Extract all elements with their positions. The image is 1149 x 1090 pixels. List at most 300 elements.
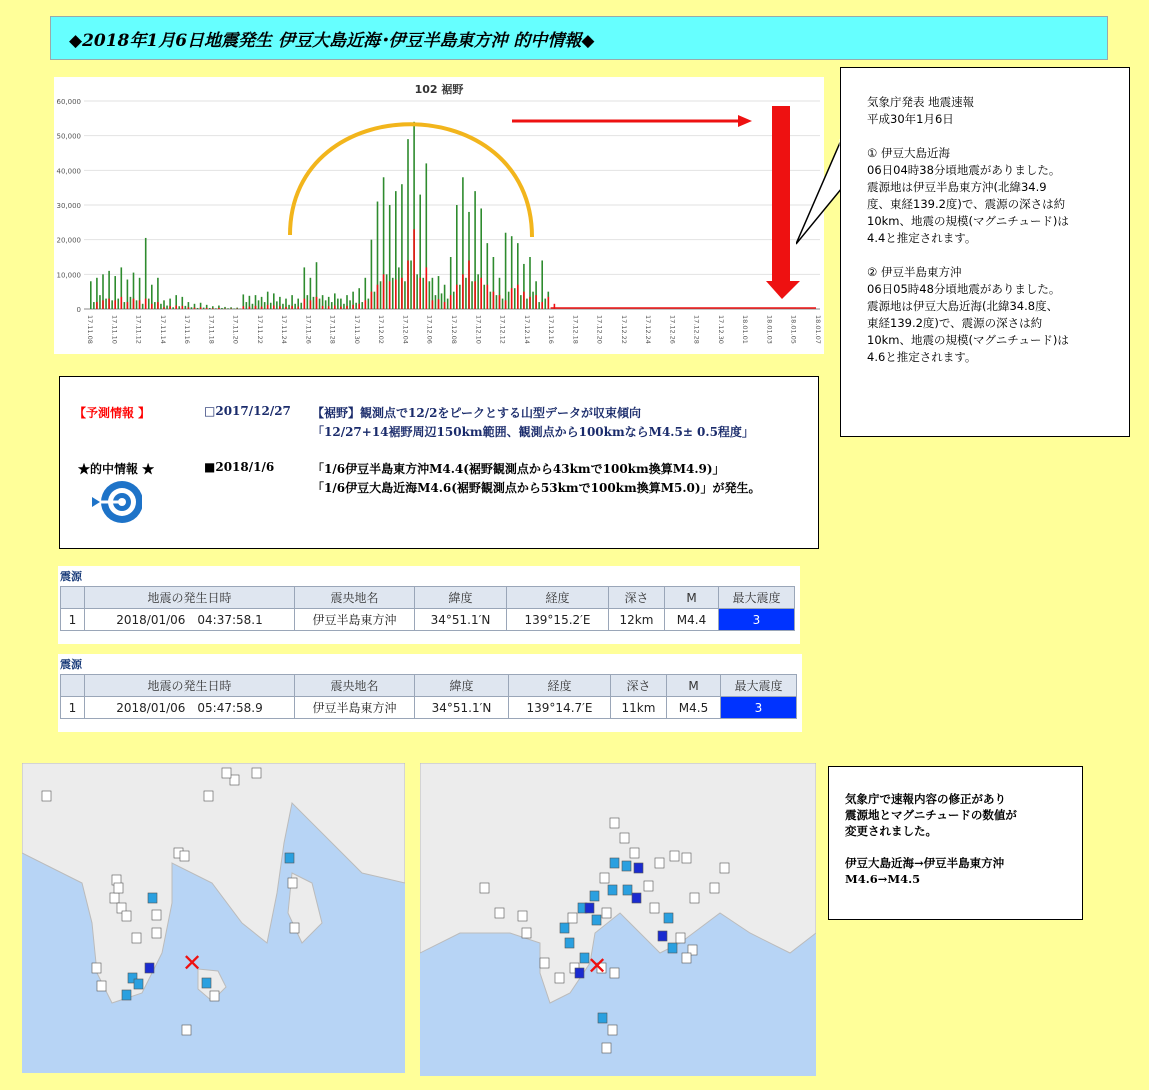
cell-datetime: 2018/01/06 04:37:58.1 [85,609,295,631]
station-marker [602,1043,611,1053]
col-header-depth: 深さ [611,675,667,697]
bar-green [410,260,412,309]
x-tick-label: 17.11.18 [207,315,216,344]
hit-line-1: 「1/6伊豆半島東方沖M4.4(裾野観測点から43kmで100km換算M4.9)」 [312,462,725,476]
bar-red [157,302,159,309]
station-marker [620,833,629,843]
bar-green [337,299,339,309]
bar-red [377,285,379,309]
bar-green [154,302,156,309]
station-marker [132,933,141,943]
bar-green [435,295,437,309]
bar-red [243,306,245,309]
y-tick-label: 20,000 [56,236,81,245]
station-marker [560,923,569,933]
bar-green [227,308,229,309]
bar-red [541,302,543,309]
bar-green [392,278,394,309]
station-marker [623,885,632,895]
bar-red [487,285,489,309]
bar-green [90,281,92,309]
x-tick-label: 18.01.07 [814,315,822,344]
cell-longitude: 139°14.7′E [509,697,611,719]
x-tick-label: 17.12.18 [571,315,580,344]
map-1-graphic [22,763,405,1073]
quake-table [60,586,795,631]
bar-green [368,299,370,309]
bar-green [233,308,235,309]
x-tick-label: 17.12.28 [692,315,701,344]
bar-green [544,299,546,309]
callout-line: 気象庁発表 地震速報 [867,95,975,109]
bar-red [401,278,403,309]
y-tick-label: 10,000 [56,271,81,280]
bar-green [520,295,522,309]
station-marker [114,883,123,893]
station-marker [522,928,531,938]
station-marker [592,915,601,925]
x-tick-label: 17.12.20 [595,315,604,344]
station-marker [658,931,667,941]
bar-red [206,308,208,309]
bar-red [334,306,336,309]
epicenter-marker: ✕ [587,952,608,980]
station-marker [710,883,719,893]
bar-green [502,299,504,309]
bar-green [145,238,147,309]
station-marker [134,979,143,989]
callout-line: 平成30年1月6日 [867,112,954,126]
station-marker [182,1025,191,1035]
bar-red [358,304,360,309]
table-row [61,609,795,631]
station-marker [92,963,101,973]
bar-red [133,299,135,309]
bar-green [453,292,455,309]
hit-label: ★的中情報 ★ [78,462,155,476]
bar-red [462,274,464,309]
bar-green [264,302,266,309]
col-header-intensity: 最大震度 [721,675,797,697]
bar-green [221,308,223,309]
forecast-line-1: 【裾野】観測点で12/2をピークとする山型データが収束傾向 [312,406,641,420]
station-marker [180,851,189,861]
station-marker [230,775,239,785]
bar-red [151,304,153,309]
cell-latitude: 34°51.1′N [415,697,509,719]
station-marker [634,863,643,873]
bar-green [191,307,193,309]
station-marker [682,953,691,963]
quake-table-1 [58,566,800,644]
bar-red [285,307,287,309]
station-marker [608,1025,617,1035]
col-header-datetime: 地震の発生日時 [85,587,295,609]
col-header-location: 震央地名 [295,587,415,609]
bar-green [477,274,479,309]
bar-red [297,307,299,309]
bar-red [273,306,275,309]
cell-depth: 11km [611,697,667,719]
station-marker [610,858,619,868]
correction-note [828,766,1083,920]
bar-green [447,299,449,309]
x-tick-label: 17.12.16 [547,315,556,344]
station-marker [204,791,213,801]
x-tick-label: 18.01.05 [789,315,798,344]
bar-red [304,299,306,309]
bar-red [218,308,220,309]
bar-green [538,302,540,309]
bar-red [182,306,184,309]
x-tick-label: 17.11.16 [183,315,192,344]
station-marker [540,958,549,968]
quake-table-2 [58,654,802,732]
callout-line [867,128,1119,145]
bar-red [96,302,98,309]
hit-date: ■2018/1/6 [204,460,275,474]
row-number: 1 [61,609,85,631]
x-tick-label: 17.11.26 [304,315,313,344]
bar-red [474,281,476,309]
bar-green [148,299,150,309]
cell-latitude: 34°51.1′N [415,609,507,631]
cell-intensity: 3 [721,697,797,719]
station-marker [222,768,231,778]
callout-line: ② 伊豆半島東方沖 [867,265,962,279]
col-header-magnitude: M [665,587,719,609]
callout-line: ① 伊豆大島近海 [867,146,950,160]
bar-red [499,295,501,309]
page-title: ◆2018年1月6日地震発生 伊豆大島近海･伊豆半島東方沖 的中情報◆ [50,16,1108,60]
y-tick-label: 30,000 [56,202,81,210]
station-marker [565,938,574,948]
bar-green [325,300,327,309]
bar-red [383,274,385,309]
forecast-line-2: 「12/27+14裾野周辺150km範囲、観測点から100kmならM4.5± 0.5程度」 [312,425,754,439]
bar-green [416,274,418,309]
cell-location: 伊豆半島東方沖 [295,609,415,631]
bar-green [532,292,534,309]
bar-green [178,306,180,309]
note-line: 変更されました。 [845,824,937,838]
bar-green [142,304,144,309]
x-tick-label: 17.12.04 [401,315,410,344]
bar-green [343,304,345,309]
bar-red [212,308,214,309]
station-marker [480,883,489,893]
bar-green [166,306,168,309]
x-tick-label: 17.12.08 [450,315,458,344]
bar-red [267,305,269,309]
x-tick-label: 17.11.28 [328,315,337,344]
intensity-map-2 [420,763,816,1076]
bar-green [258,300,260,309]
bar-green [130,297,132,309]
chart-panel [54,77,824,354]
y-tick-label: 0 [76,306,81,314]
bar-green [307,295,309,309]
station-marker [210,991,219,1001]
bar-red [108,299,110,309]
callout-line: 10km、地震の規模(マグニチュード)は [867,333,1069,347]
bar-red [310,300,312,309]
callout-line: 06日05時48分頃地震がありました。 [867,282,1061,296]
bar-green [355,303,357,309]
station-marker [608,885,617,895]
cell-location: 伊豆半島東方沖 [295,697,415,719]
bar-red [548,297,550,309]
bar-green [252,304,254,309]
bar-red [328,306,330,309]
station-marker [122,911,131,921]
arrow-down-annotation [772,106,790,282]
forecast-label: 【予測情報 】 [74,406,151,420]
x-tick-label: 17.12.26 [668,315,677,344]
bar-green [508,292,510,309]
bar-chart [54,77,824,354]
station-marker [568,913,577,923]
bar-green [361,302,363,309]
bar-red [102,300,104,309]
x-tick-label: 17.11.22 [255,315,264,344]
note-line: 気象庁で速報内容の修正があり [845,792,1006,806]
bar-red [529,297,531,309]
x-tick-label: 17.11.30 [352,315,361,344]
station-marker [664,913,673,923]
bar-green [185,306,187,309]
station-marker [602,908,611,918]
bar-green [331,302,333,309]
forecast-panel [59,376,819,549]
table-row [61,697,797,719]
station-marker [148,893,157,903]
station-marker [650,903,659,913]
bar-green [93,302,95,309]
bar-red [139,300,141,309]
row-number: 1 [61,697,85,719]
bar-red [352,305,354,309]
x-tick-label: 17.12.10 [474,315,483,344]
station-marker [644,881,653,891]
arrow-down-head [766,281,800,299]
col-header-latitude: 緯度 [415,587,507,609]
bar-green [505,233,507,309]
station-marker [600,873,609,883]
bar-red [505,300,507,309]
station-marker [610,968,619,978]
bar-green [380,281,382,309]
bar-red [371,292,373,309]
station-marker [655,858,664,868]
bar-green [490,292,492,309]
x-tick-label: 17.12.24 [644,315,653,344]
bar-red [175,306,177,309]
x-tick-label: 17.12.12 [498,315,507,344]
bar-red [480,278,482,309]
bar-red [316,297,318,309]
bar-red [407,260,409,309]
station-marker [145,963,154,973]
x-tick-label: 17.11.12 [134,315,143,344]
bar-red [194,308,196,309]
bar-green [246,302,248,309]
bar-green [422,278,424,309]
bar-green [215,308,217,309]
col-header [61,587,85,609]
bar-green [288,305,290,309]
x-tick-label: 17.12.22 [619,315,628,344]
station-marker [622,861,631,871]
bar-red [419,278,421,309]
forecast-date: □2017/12/27 [204,404,291,418]
station-marker [676,933,685,943]
epicenter-marker: ✕ [182,949,203,977]
x-tick-label: 17.11.10 [110,315,119,344]
col-header-longitude: 経度 [509,675,611,697]
bar-red [365,300,367,309]
peak-arc-annotation [290,124,532,237]
y-tick-label: 40,000 [56,167,81,176]
bar-red [340,307,342,309]
station-marker [122,990,131,1000]
bar-red [438,299,440,309]
callout-line: 度、東経139.2度)で、震源の深さは約 [867,197,1066,211]
col-header-latitude: 緯度 [415,675,509,697]
station-marker [288,878,297,888]
bar-red [249,307,251,309]
bar-green [441,293,443,309]
col-header-datetime: 地震の発生日時 [85,675,295,697]
x-tick-label: 17.12.06 [425,315,434,344]
bar-red [444,302,446,309]
bar-green [398,267,400,309]
quake-section-label: 震源 [60,658,82,671]
bar-green [349,300,351,309]
col-header-intensity: 最大震度 [719,587,795,609]
bar-green [111,300,113,309]
bar-red [346,306,348,309]
bar-red [145,299,147,309]
bar-green [160,304,162,309]
cell-magnitude: M4.4 [665,609,719,631]
callout-line: 4.6と推定されます。 [867,350,977,364]
quake-section-label: 震源 [60,570,82,583]
bar-green [313,297,315,309]
station-marker [42,791,51,801]
bar-green [471,281,473,309]
cell-datetime: 2018/01/06 05:47:58.9 [85,697,295,719]
bar-red [535,295,537,309]
bar-green [270,303,272,309]
col-header-depth: 深さ [609,587,665,609]
x-tick-label: 18.01.01 [741,315,750,344]
bar-green [99,295,101,309]
x-tick-label: 18.01.03 [765,315,774,344]
callout-line: 06日04時38分頃地震がありました。 [867,163,1061,177]
bar-red [468,260,470,309]
callout-line [867,247,1119,264]
bar-red [432,300,434,309]
station-marker [152,910,161,920]
bar-red [511,288,513,309]
x-tick-label: 17.12.14 [522,315,531,344]
earthquake-report-callout [840,67,1130,437]
station-marker [555,973,564,983]
col-header-longitude: 経度 [507,587,609,609]
bar-red [261,307,263,309]
bar-red [200,307,202,309]
bar-red [169,306,171,309]
note-line: 伊豆大島近海→伊豆半島東方沖 [845,856,1005,870]
callout-line: 10km、地震の規模(マグニチュード)は [867,214,1069,228]
bar-green [429,281,431,309]
bar-red [114,300,116,309]
bar-red [322,306,324,309]
bar-green [203,308,205,309]
bar-green [172,307,174,309]
bar-red [523,292,525,309]
bar-red [456,285,458,309]
station-marker [495,908,504,918]
station-marker [585,903,594,913]
bar-green [105,299,107,309]
station-marker [590,891,599,901]
station-marker [252,768,261,778]
target-icon [92,477,142,527]
bar-green [294,304,296,309]
x-tick-label: 17.12.30 [716,315,725,344]
callout-line: 震源地は伊豆大島近海(北緯34.8度、 [867,299,1059,313]
bar-green [541,260,543,309]
bar-green [404,281,406,309]
callout-line: 東経139.2度)で、震源の深さは約 [867,316,1043,330]
bar-green [374,292,376,309]
cell-depth: 12km [609,609,665,631]
quake-table [60,674,797,719]
bar-green [124,302,126,309]
station-marker [690,893,699,903]
x-tick-label: 17.11.20 [231,315,240,344]
bar-red [450,295,452,309]
bar-green [136,300,138,309]
callout-tail [796,118,842,248]
bar-green [117,299,119,309]
bar-green [459,285,461,309]
bar-green [465,278,467,309]
bar-green [209,308,211,309]
bar-red [395,280,397,309]
bar-green [276,301,278,309]
station-marker [720,863,729,873]
station-marker [598,1013,607,1023]
x-tick-label: 17.12.02 [377,315,386,344]
x-tick-label: 17.11.08 [86,315,94,344]
bar-red [163,307,165,309]
station-marker [668,943,677,953]
bar-green [300,303,302,309]
note-line: 震源地とマグニチュードの数値が [845,808,1017,822]
col-header [61,675,85,697]
station-marker [670,851,679,861]
bar-green [197,308,199,309]
station-marker [610,818,619,828]
bar-red [426,267,428,309]
y-tick-label: 50,000 [56,132,81,141]
bar-green [514,288,516,309]
bar-green [319,299,321,309]
col-header-magnitude: M [667,675,721,697]
